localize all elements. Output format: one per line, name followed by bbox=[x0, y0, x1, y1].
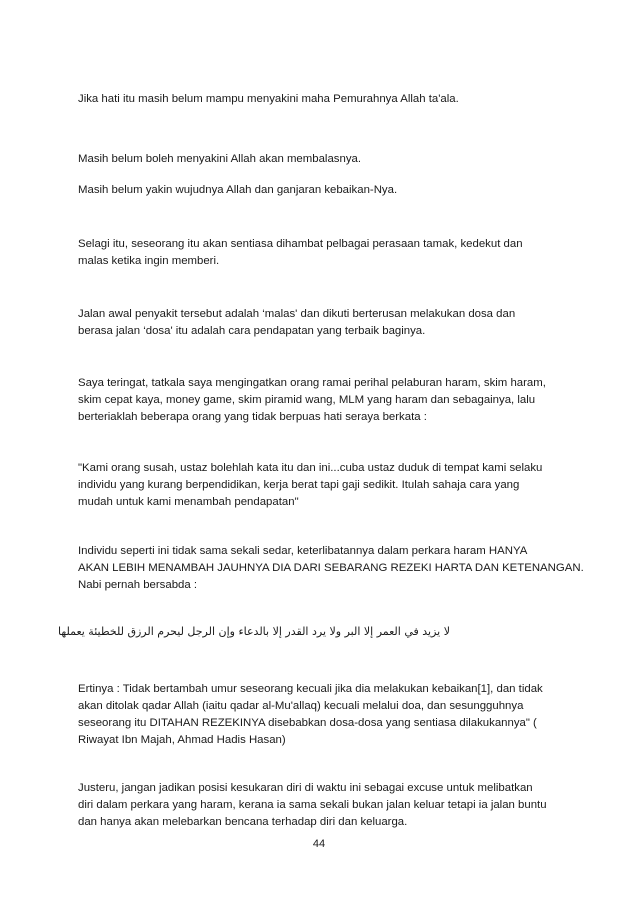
paragraph-line: individu yang kurang berpendidikan, kerja berat tapi gaji sedikit. Itulah sahaja cara yang bbox=[78, 479, 520, 491]
arabic-hadith: لا يزيد في العمر إلا البر ولا يرد القدر إلا بالدعاء وإن الرجل ليحرم الرزق للخطيئة يعملها bbox=[58, 625, 450, 638]
paragraph-line: Nabi pernah bersabda : bbox=[78, 579, 198, 591]
paragraph-line: "Kami orang susah, ustaz bolehlah kata itu dan ini...cuba ustaz duduk di tempat kami selaku bbox=[78, 462, 543, 474]
paragraph-line: Jalan awal penyakit tersebut adalah ‘malas' dan dikuti berterusan melakukan dosa dan bbox=[78, 308, 516, 320]
paragraph-line: skim cepat kaya, money game, skim piramid wang, MLM yang haram dan sebagainya, lalu bbox=[78, 394, 536, 406]
paragraph-9 bbox=[78, 681, 570, 749]
paragraph-line: berasa jalan ‘dosa' itu adalah cara pendapatan yang terbaik baginya. bbox=[78, 325, 426, 337]
paragraph-8 bbox=[78, 543, 584, 594]
paragraph-1 bbox=[78, 91, 570, 108]
paragraph-line: Selagi itu, seseorang itu akan sentiasa dihambat pelbagai perasaan tamak, kedekut dan bbox=[78, 238, 523, 250]
paragraph-line: Ertinya : Tidak bertambah umur seseorang kecuali jika dia melakukan kebaikan[1], dan tidak bbox=[78, 683, 543, 695]
paragraph-line: malas ketika ingin memberi. bbox=[78, 255, 220, 267]
paragraph-6 bbox=[78, 375, 570, 426]
paragraph-line: Justeru, jangan jadikan posisi kesukaran diri di waktu ini sebagai excuse untuk melibatkan bbox=[78, 782, 533, 794]
paragraph-line: seseorang itu DITAHAN REZEKINYA disebabkan dosa-dosa yang sentiasa dilakukannya" ( bbox=[78, 717, 537, 729]
paragraph-line: akan ditolak qadar Allah (iaitu qadar al-Mu'allaq) kecuali melalui doa, dan sesungguhnya bbox=[78, 700, 524, 712]
paragraph-line: dan hanya akan melebarkan bencana terhadap diri dan keluarga. bbox=[78, 816, 408, 828]
paragraph-5 bbox=[78, 306, 570, 340]
paragraph-line: Jika hati itu masih belum mampu menyakini maha Pemurahnya Allah ta'ala. bbox=[78, 93, 459, 105]
page-number: 44 bbox=[312, 838, 326, 850]
paragraph-line: Riwayat Ibn Majah, Ahmad Hadis Hasan) bbox=[78, 734, 286, 746]
paragraph-3 bbox=[78, 182, 570, 199]
paragraph-7 bbox=[78, 460, 570, 511]
paragraph-2 bbox=[78, 151, 570, 168]
paragraph-line: Saya teringat, tatkala saya mengingatkan orang ramai perihal pelaburan haram, skim haram, bbox=[78, 377, 546, 389]
paragraph-line: diri dalam perkara yang haram, kerana ia sama sekali bukan jalan keluar tetapi ia jalan buntu bbox=[78, 799, 547, 811]
paragraph-4 bbox=[78, 236, 570, 270]
paragraph-line: Masih belum boleh menyakini Allah akan membalasnya. bbox=[78, 153, 362, 165]
paragraph-line: mudah untuk kami menambah pendapatan" bbox=[78, 496, 299, 508]
paragraph-line: Individu seperti ini tidak sama sekali sedar, keterlibatannya dalam perkara haram HANYA bbox=[78, 545, 528, 557]
paragraph-line: berteriaklah beberapa orang yang tidak berpuas hati seraya berkata : bbox=[78, 411, 427, 423]
paragraph-10 bbox=[78, 780, 570, 831]
paragraph-line: Masih belum yakin wujudnya Allah dan ganjaran kebaikan-Nya. bbox=[78, 184, 398, 196]
paragraph-line: AKAN LEBIH MENAMBAH JAUHNYA DIA DARI SEBARANG REZEKI HARTA DAN KETENANGAN. bbox=[78, 562, 584, 574]
